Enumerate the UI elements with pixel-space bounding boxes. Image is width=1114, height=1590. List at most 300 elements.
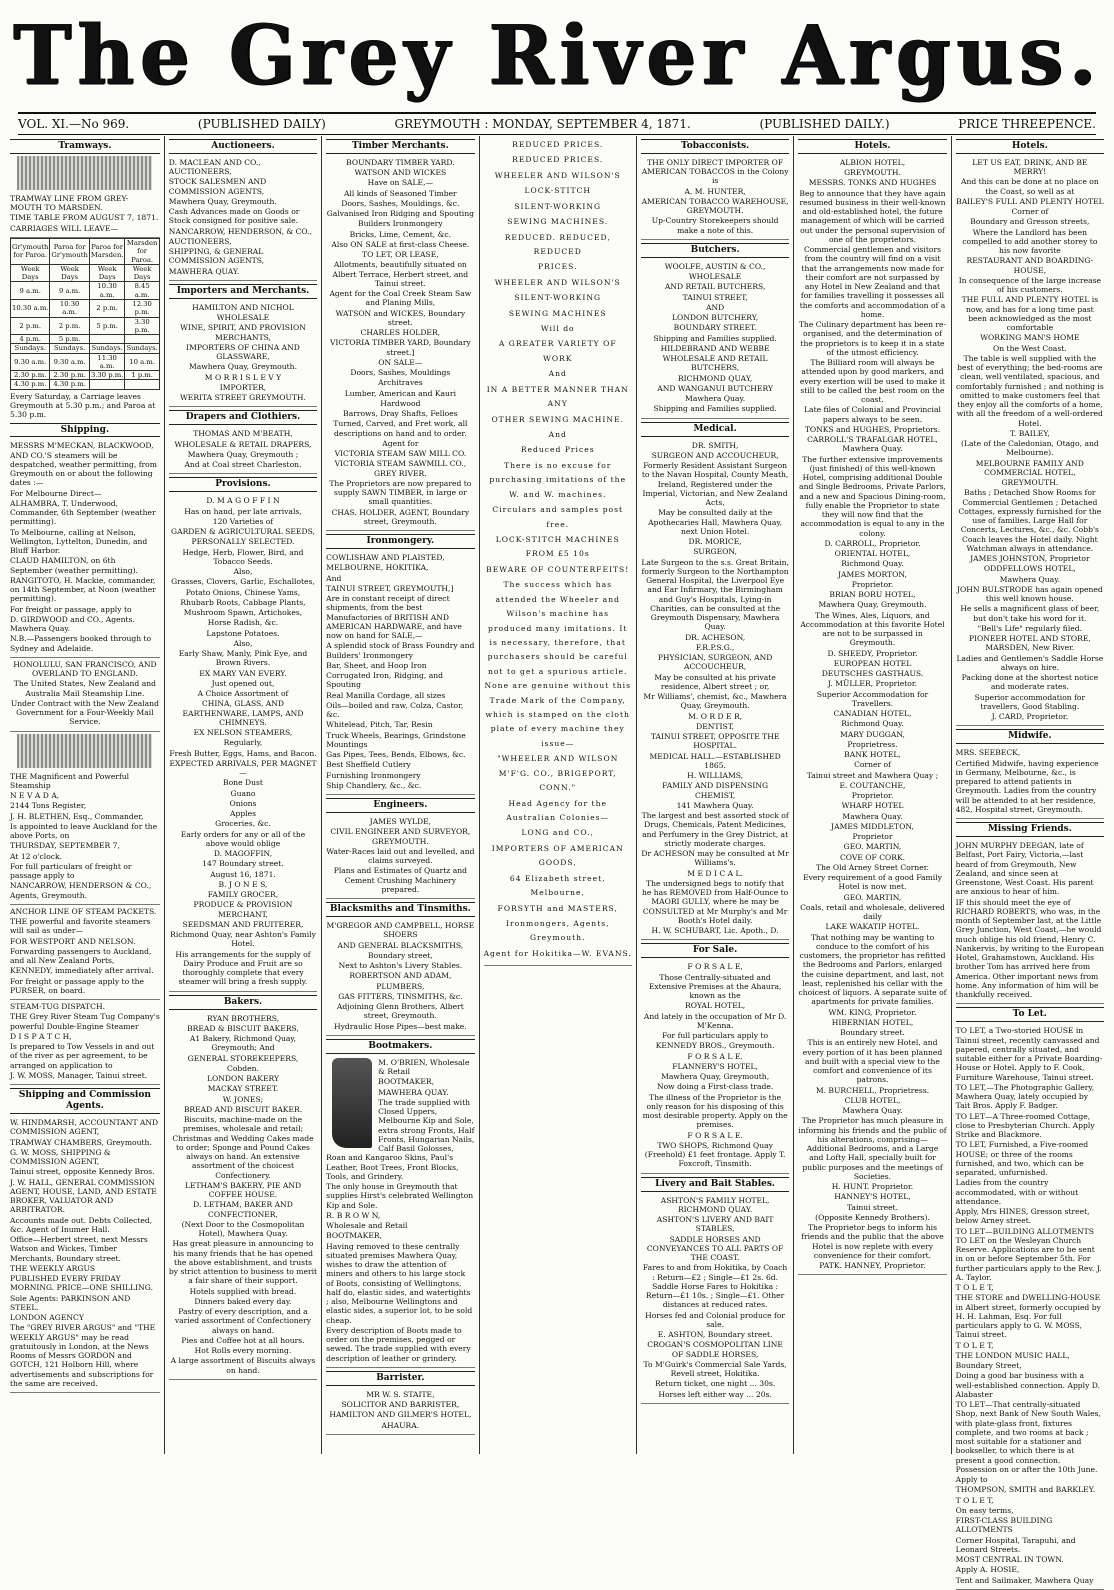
ad-line: Shipping and Families supplied. xyxy=(653,404,777,414)
timetable-cell: 2.30 p.m. xyxy=(11,371,50,380)
ad-line: For full particulars of freight or passage apply to xyxy=(10,861,132,881)
timetable-row xyxy=(11,371,160,380)
ad-line: AHAURA. xyxy=(381,1420,420,1430)
ad-line: J. W. HALL, GENERAL COMMISSION AGENT, HOUSE, LAND, AND ESTATE BROKER, VALUATOR AND ARBITRATOR. xyxy=(10,1177,157,1215)
ad-line: Formerly Resident Assistant Surgeon to the Navan Hospital, County Meath, Ireland, Registered under the Imperial, Victorian, and New Zealand Acts, xyxy=(641,461,789,508)
ad-line: Superior accommodation for travellers, Good Stabling. xyxy=(974,692,1086,711)
ad-line: 2144 Tons Register, xyxy=(10,801,87,811)
ad-line: BAILEY'S FULL AND PLENTY HOTEL xyxy=(956,196,1104,206)
steamship-illustration xyxy=(17,734,152,768)
ad-line: PRICES. xyxy=(537,262,578,272)
ad-line: H. W. SCHUBART, Lic. Apoth., D. xyxy=(651,926,779,936)
ad-line: August 16, 1871. xyxy=(210,869,276,879)
section-heading-missing-friends: Missing Friends. xyxy=(956,822,1104,837)
ad-line: J. MÜLLER, Proprietor. xyxy=(827,679,918,689)
ad-line: AND xyxy=(706,302,725,312)
ad-missing-friends xyxy=(956,839,1104,1004)
ad-line: MR W. S. STAITE, xyxy=(366,1389,435,1399)
ad-line: Just opened out, xyxy=(211,678,275,688)
ad-line: J. W. MOSS, Manager, Tainui street. xyxy=(10,1070,148,1080)
ad-line: SEEDSMAN AND FRUITERER, xyxy=(182,919,304,929)
section-heading-drapers: Drapers and Clothiers. xyxy=(169,410,317,425)
ad-line: TRAMWAY LINE FROM GREY-MOUTH TO MARSDEN. xyxy=(10,193,129,213)
ad-line: T O L E T, xyxy=(955,1340,994,1350)
ad-line: TAINUI STREET, xyxy=(682,292,748,302)
ad-line: DR. SMITH, xyxy=(691,440,739,450)
ad-line: PERSONALLY SELECTED. xyxy=(191,537,295,547)
ad-line: Richmond Quay, near Ashton's Family Hotel. xyxy=(170,930,316,949)
ad-line: AND WANGANUI BUTCHERY xyxy=(657,383,773,393)
timetable-cell: Sundays. xyxy=(11,344,50,353)
ad-line: Hot Rolls every morning. xyxy=(194,1346,292,1356)
timetable-cell xyxy=(89,380,125,389)
ad-line: Pies and Coffee hot at all hours. xyxy=(181,1335,305,1345)
ad-line: Fares to and from Hokitika, by Coach : Return—£2 ; Single—£1 2s. 6d. Saddle Horse Fares to Hokitika : Return—£1 10s. ; Single—£1. Other distances at reduced rates. xyxy=(642,1263,788,1310)
ad-line: And at Coal street Charleston. xyxy=(184,460,302,470)
tram-note: Every Saturday, a Carriage leaves Greymouth at 5.30 p.m.; and Paroa at 5.30 p.m. xyxy=(10,391,156,420)
ad-line: Hydraulic Hose Pipes—best make. xyxy=(334,1021,467,1031)
ad-line: COWLISHAW AND PLAISTED, xyxy=(326,553,445,563)
section-heading-medical: Medical. xyxy=(641,422,789,437)
ad-line: Office—Herbert street, next Messrs Watson and Wickes, Timber Merchants, Boundary street. xyxy=(10,1235,148,1263)
ad-line: Adjoining Glenn Brothers, Albert street, Greymouth. xyxy=(336,1002,464,1021)
ad-line: THE ONLY DIRECT IMPORTER OF AMERICAN TOBACCOS in the Colony is xyxy=(641,157,789,186)
ad-engineers xyxy=(326,815,474,899)
ad-line: THE WEEKLY ARGUS xyxy=(10,1263,96,1273)
ad-line: The further extensive improvements (just finished) of this well-known Hotel, comprising additional Double and Single Bedrooms, Private Parlors, and a new and Spacious Dining-room, fully enable the Proprietor to state they will now find that the accommodation is equal to any in the colony. xyxy=(799,454,946,538)
ad-line: Beg to announce that they have again resumed business in their well-known and old-established hotel, the future management of which will be carried out under the personal supervision of one of the proprietors. xyxy=(799,188,946,244)
ad-line: MAWHERA QUAY. xyxy=(378,1087,449,1097)
ad-line: 64 Elizabeth street, Melbourne, xyxy=(509,873,606,898)
ad-ironmongery xyxy=(326,551,474,795)
ad-line: To Melbourne, calling at Nelson, Wellington, Lyttelton, Dunedin, and Bluff Harbor. xyxy=(10,527,148,556)
ad-line: TO LET, OR LEASE, xyxy=(362,250,439,260)
ad-line: F O R S A L E, xyxy=(687,962,743,972)
ad-line: A1 Bakery, Richmond Quay, Greymouth; And xyxy=(189,1034,297,1053)
ad-line: Water-Races laid out and levelled, and claims surveyed. xyxy=(326,846,475,866)
ad-line: Mawhera Quay, Greymouth. xyxy=(188,362,297,372)
timetable-cell: 2 p.m. xyxy=(11,317,50,335)
ad-line: STOCK SALESMEN AND COMMISSION AGENTS, xyxy=(168,177,267,196)
ad-line: Certified Midwife, having experience in Germany, Melbourne, &c., is prepared to attend patients in Greymouth. Ladies from the country will be attended to at her residence, 482, Hospital street, Greymouth. xyxy=(955,758,1099,814)
ad-line: HILDEBRAND AND WEBBE xyxy=(660,343,770,353)
ad-line: THE LONDON MUSIC HALL, xyxy=(955,1350,1070,1360)
ad-anchor-line xyxy=(10,905,160,1000)
ad-line: Boundary street. xyxy=(840,1028,905,1038)
ad-line: Real Manilla Cordage, all sizes xyxy=(326,690,446,700)
ad-line: Late Surgeon to the s.s. Great Britain, formerly Surgeon to the Northampton General Hospital, the Liverpool Eye and Ear Infirmary, the Birmingham and Guy's Hospitals, Lying-in Charities, can be consulted at the Greymouth Dispensary, Mawhera Quay. xyxy=(641,557,789,632)
ad-line: F.R.P.S.G., xyxy=(695,642,735,652)
ad-line: This is an entirely new Hotel, and every portion of it has been planned and built with a special view to the comfort and convenience of its patrons. xyxy=(802,1038,943,1085)
ad-line: NANCARROW, HENDERSON & CO., Agents, Greymouth. xyxy=(10,881,152,900)
ad-line: D. MACLEAN AND CO., AUCTIONEERS, xyxy=(168,157,261,177)
timetable-cell: 10.30 a.m. xyxy=(11,299,50,317)
timetable-header xyxy=(11,238,160,264)
ad-line: T O L E T, xyxy=(955,1283,994,1293)
ad-line: Accounts made out. Debts Collected, &c. Agent of Inumer Hall. xyxy=(10,1215,153,1234)
ad-barrister xyxy=(326,1388,474,1435)
ad-line: (Late of the Caledonian, Otago, and Melbourne). xyxy=(960,439,1099,458)
ad-line: At 12 o'clock. xyxy=(10,851,63,861)
ad-line: Proprietor xyxy=(852,832,893,842)
ad-line: Baths ; Detached Show Rooms for Commercial Gentlemen ; Detached Cottages, expressly furnished for the use of families. Large Hall for Concerts, Lectures, &c., &c. Cobb's Coach leaves the Hotel daily. Night Watchman always in attendance. xyxy=(958,488,1102,553)
ad-line: WHOLESALE xyxy=(216,313,270,323)
timetable-row xyxy=(11,380,160,389)
ad-line: BOUNDARY STREET. xyxy=(673,323,757,333)
ad-line: Mawhera Quay. xyxy=(685,394,746,404)
ad-line: LONG and CO., xyxy=(521,828,594,838)
volume-number: VOL. XI.—No 969. xyxy=(18,117,130,131)
timetable-row xyxy=(11,299,160,317)
ad-line: For Melbourne Direct— xyxy=(10,488,102,498)
ad-line: Hedge, Herb, Flower, Bird, and Tobacco Seeds. xyxy=(182,547,304,566)
ad-line: For freight or passage, apply to xyxy=(10,604,132,614)
ad-line: TAINUI STREET, GREYMOUTH,] xyxy=(326,583,454,593)
ad-tobacconists xyxy=(641,156,789,240)
section-heading-tobacconists: Tobacconists. xyxy=(641,139,789,154)
ad-line: Packing done at the shortest notice and moderate rates. xyxy=(961,673,1099,692)
ad-line: BRIAN BORU HOTEL, xyxy=(829,590,916,600)
ad-line: D. GIRDWOOD and CO., Agents. Mawhera Quay. xyxy=(10,614,135,634)
ad-line: HONOLULU, SAN FRANCISCO, AND OVERLAND TO ENGLAND. xyxy=(13,659,157,679)
timetable-cell: 8.45 a.m. xyxy=(125,282,159,300)
ad-line: RANGITOTO, H. Mackie, commander, on 14th September, at Noon (weather permitting). xyxy=(10,575,156,604)
ad-line: Hardwood xyxy=(380,398,421,408)
ad-line: A. M. HUNTER, xyxy=(684,186,746,196)
section-heading-auctioneers: Auctioneers. xyxy=(169,139,317,154)
section-heading-shipping: Shipping. xyxy=(10,423,160,438)
ad-line: LONDON BUTCHERY, xyxy=(671,313,759,323)
columns xyxy=(6,136,1108,1585)
ad-line: To M'Guirk's Commercial Sale Yards, Revell street, Hokitika. xyxy=(643,1359,787,1379)
ad-line: Turned, Carved, and Fret work, all descriptions on hand and to order. xyxy=(333,419,468,438)
ad-line: OTHER SEWING MACHINE. xyxy=(491,414,625,424)
timetable-cell: 12.30 p.m. xyxy=(125,299,159,317)
ad-line: M. O'BRIEN, Wholesale & Retail xyxy=(378,1057,470,1077)
ad-line: Dr ACHESON may be consulted at Mr Williams's. xyxy=(641,849,789,868)
ad-line: ALBION HOTEL, xyxy=(839,157,906,167)
timetable-cell: Sundays. xyxy=(126,344,158,353)
ad-hotels xyxy=(798,156,946,1276)
ad-line: TO LET—A Three-roomed Cottage, close to Presbyterian Church. Apply Strike and Blackmore. xyxy=(955,1111,1095,1140)
ad-line: JOHN MURPHY DEEGAN, late of Belfast, Port Fairy, Victoria,—last heard of from Greymouth, New Zealand, and since seen at Greenstone, West Coast. His parent are anxious to hear of him. xyxy=(955,841,1094,897)
ad-line: THE Grey River Steam Tug Company's powerful Double-Engine Steamer xyxy=(10,1012,160,1031)
ad-line: MESSRS. TONKS AND HUGHES xyxy=(808,178,937,188)
ad-line: JAMES WYLDE, xyxy=(369,817,432,827)
ad-line: H. HUNT. Proprietor. xyxy=(831,1182,914,1192)
timetable-row xyxy=(11,335,160,344)
column-2 xyxy=(165,136,322,1454)
ad-line: BREAD AND BISCUIT BAKER. xyxy=(183,1104,303,1114)
ad-line: Boundary and Gresson streets, xyxy=(970,217,1090,227)
ad-line: Groceries, &c. xyxy=(215,819,271,829)
ad-line: KENNEDY, immediately after arrival. xyxy=(10,966,154,976)
ad-line: Apples xyxy=(229,809,256,819)
ad-line: FLANNERY'S HOTEL, xyxy=(672,1061,758,1071)
ad-line: THE powerful and favorite steamers will sail as under— xyxy=(10,917,151,936)
section-heading-ironmongery: Ironmongery. xyxy=(326,534,474,549)
ad-line: A Choice Assortment of xyxy=(197,689,289,699)
ad-line: IMPORTERS OF CHINA AND GLASSWARE, xyxy=(186,342,300,362)
ad-butchers xyxy=(641,260,789,419)
ad-line: The "GREY RIVER ARGUS" and "THE WEEKLY ARGUS" may be read gratuitously in London, at the News Rooms of Messrs GORDON and GOTCH, 121 Holborn Hill, where advertisements and subscriptions for the same are received. xyxy=(10,1323,156,1388)
ad-line: Will do xyxy=(540,324,575,334)
timetable-column-header: Paroa for Gr'ymouth xyxy=(50,238,89,264)
timetable-cell: 10.30 a.m. xyxy=(50,299,89,317)
ad-line: On easy terms, xyxy=(955,1505,1014,1515)
ad-line: Corrugated Iron, Ridging, and Spouting xyxy=(326,671,443,690)
ad-line: BEWARE OF COUNTERFEITS! xyxy=(486,564,630,574)
ad-line: THOMAS AND M'BEATH, xyxy=(193,429,293,439)
timetable-column-header: Marsden for Paroa. xyxy=(126,238,158,264)
ad-line: Now doing a First-class trade. xyxy=(656,1082,774,1092)
ad-line: B. J O N E S, xyxy=(218,879,268,889)
ad-line: CANADIAN HOTEL, xyxy=(833,709,912,719)
section-heading-timber: Timber Merchants. xyxy=(326,139,474,154)
ad-line: VICTORIA STEAM SAWMILL CO., GREY RIVER. xyxy=(334,459,467,478)
ad-drapers xyxy=(169,427,317,474)
ad-line: A large assortment of Biscuits always on hand. xyxy=(170,1356,316,1375)
ad-line: TO LET—That centrally-situated Shop, next Bank of New South Wales, with plate-glass front, fixtures complete, and two rooms at back ; most suitable for a stationer and bookseller, to which there is at present a good connection. Possession on or after the 10th June. xyxy=(955,1400,1101,1474)
ad-line: THE FULL AND PLENTY HOTEL is now, and has for a long time past been acknowledged as the most comfortable xyxy=(961,295,1099,333)
ad-line: Mawhera Quay, Greymouth, xyxy=(661,1072,770,1082)
ad-blacksmiths xyxy=(326,919,474,1036)
ad-line: MELBOURNE, HOKITIKA, xyxy=(326,563,429,573)
ad-line: WHEELER AND WILSON'S xyxy=(494,277,621,287)
ad-line: And this can be done at no place on the Coast, so well as at xyxy=(960,177,1099,196)
ad-line: D. M A G O F F I N xyxy=(206,496,280,506)
ad-line: SILENT-WORKING xyxy=(514,201,602,211)
ad-line: PATK. HANNEY, Proprietor. xyxy=(819,1261,926,1271)
ad-line: CLUB HOTEL, xyxy=(844,1095,901,1105)
place-date: GREYMOUTH : MONDAY, SEPTEMBER 4, 1871. xyxy=(394,117,691,131)
ad-line: WHOLESALE xyxy=(688,272,742,282)
ad-line: Tainui street. xyxy=(846,1202,899,1212)
ad-line: IF this should meet the eye of RICHARD ROBERTS, who was, in the month of September last, at the Little Grey Junction, West Coast,—he would much oblige his old friend, Henry C. Nankervis, by writing to the European Hotel, Grahamstown, Auckland. His brother Tom has arrived here from America. Other important news from home. Any information of him will be thankfully received. xyxy=(955,897,1104,1000)
ad-line: The only house in Greymouth that supplies Hirst's celebrated Wellington Kip and Sole. xyxy=(326,1182,474,1210)
ad-line: Agent for the Coal Creek Steam Saw and Planing Mills, xyxy=(329,289,472,308)
ad-line: The Proprietor begs to inform his friends and the public that the above Hotel is now replete with every convenience for their comfort. xyxy=(801,1223,944,1260)
ad-line: And xyxy=(326,573,342,583)
ad-line: Forwarding passengers to Auckland, and all New Zealand Ports, xyxy=(10,946,152,966)
ad-line: ON SALE— xyxy=(378,357,423,367)
ad-line: LOCK-STITCH xyxy=(524,186,591,196)
ad-line: 141 Mawhera Quay. xyxy=(676,800,754,810)
ad-line: MRS. SEEBECK, xyxy=(955,748,1021,758)
ad-line: M E D I C A L. xyxy=(687,868,743,878)
ad-line: The United States, New Zealand and Australia Mail Steamship Line. xyxy=(13,679,156,698)
ad-line: E. COUTANCHE, xyxy=(839,780,906,790)
ad-line: Richmond Quay. xyxy=(841,719,904,729)
ad-line: The Wines, Ales, Liquors, and Accommodation at this favorite Hotel are not to be surpassed in Greymouth. xyxy=(800,610,945,648)
ad-line: 147 Boundary street. xyxy=(202,859,284,869)
ad-nevada xyxy=(10,770,160,905)
ad-line: E. ASHTON, Boundary street. xyxy=(657,1330,773,1340)
ad-line: Apply to xyxy=(955,1475,988,1485)
ad-line: Bone Dust xyxy=(223,778,263,788)
ad-line: TAINUI STREET, OPPOSITE THE HOSPITAL. xyxy=(650,732,780,751)
ad-line: M. BURCHELL, Proprietress. xyxy=(815,1085,930,1095)
ad-line: The Old Arney Street Corner. xyxy=(816,862,929,872)
ad-line: MEDICAL HALL.—ESTABLISHED 1865. xyxy=(649,751,781,770)
ad-line: For full particulars apply to xyxy=(662,1031,769,1041)
ad-line: Having removed to these centrally situated premises Mawhera Quay, wishes to draw the attention of miners and others to his large stock of Boots, consisting of Wellingtons, half do, elastic sides, and watertights ; also, Melbourne Wellingtons and elastic sides, a superior lot, to be sold cheap. xyxy=(326,1241,473,1325)
ad-line: SADDLE HORSES AND CONVEYANCES TO ALL PARTS OF THE COAST. xyxy=(646,1234,784,1263)
ad-line: Doing a good bar business with a well-established connection. Apply D. Alabaster xyxy=(955,1371,1101,1399)
section-heading-to-let: To Let. xyxy=(956,1007,1104,1022)
timetable-cell: 4 p.m. xyxy=(11,335,50,344)
timetable-cell: Week Days xyxy=(50,264,89,282)
ad-line: M. O R D E R, xyxy=(688,711,743,721)
ad-line: REDUCED PRICES. xyxy=(512,155,604,165)
tram-timetable xyxy=(10,238,160,390)
ad-line: TONKS and HUGHES, Proprietors. xyxy=(804,424,941,434)
ad-line: Late files of Colonial and Provincial papers always to be seen. xyxy=(804,405,941,424)
ad-line: REDUCED PRICES. xyxy=(512,140,604,149)
ad-line: ANCHOR LINE OF STEAM PACKETS. xyxy=(10,906,157,916)
ad-line: AMERICAN TOBACCO WAREHOUSE, GREYMOUTH. xyxy=(641,196,789,216)
ad-line: IN A BETTER MANNER THAN ANY xyxy=(486,384,629,409)
ad-line: May be consulted daily at the Apothecaries Hall, Mawhera Quay, next Union Hotel. xyxy=(648,508,783,536)
ad-line: CROGAN'S COSMOPOLITAN LINE OF SADDLE HORSES, xyxy=(647,1340,783,1359)
ad-line: Proprietor. xyxy=(851,791,894,801)
ad-line: M'GREGOR AND CAMPBELL, HORSE SHOERS xyxy=(326,921,475,940)
ad-line: Also, xyxy=(233,567,253,577)
ad-line: Boundary Street, xyxy=(955,1361,1022,1371)
ad-line: SURGEON, xyxy=(693,547,737,557)
ad-line: GAS FITTERS, TINSMITHS, &c. xyxy=(338,991,463,1001)
ad-provisions xyxy=(169,494,317,991)
ad-line: G. W. MOSS, SHIPPING & COMMISSION AGENT, xyxy=(10,1147,111,1167)
ad-line: Tainui street, opposite Kennedy Bros. xyxy=(10,1167,155,1177)
ad-line: TIME TABLE FROM AUGUST 7, 1871. xyxy=(10,213,159,223)
newspaper-title: The Grey River Argus. xyxy=(12,7,1102,104)
ad-line: Tainui street and Mawhera Quay ; xyxy=(806,770,939,780)
ad-line: Mawhera Quay. xyxy=(842,811,903,821)
ad-line: (Opposite Kennedy Brothers). xyxy=(815,1212,930,1222)
timetable-cell: 4.30 p.m. xyxy=(11,380,50,389)
section-heading-blacksmiths: Blacksmiths and Tinsmiths. xyxy=(326,902,474,917)
timetable-row xyxy=(11,344,160,353)
ad-line: LOCK-STITCH MACHINES FROM £5 10s xyxy=(495,534,620,559)
timetable-cell: 2.30 p.m. xyxy=(50,371,89,380)
ad-line: JOHN BULSTRODE has again opened this well known house. xyxy=(956,584,1103,604)
ad-line: WHOLESALE AND RETAIL BUTCHERS, xyxy=(662,354,768,373)
ad-line: The Billiard room will always be attended upon by good markers, and every exertion will be used to make it still to be called the best room on the coast. xyxy=(799,358,946,405)
ad-line: Corner of xyxy=(1011,207,1049,217)
ad-for-sale xyxy=(641,960,789,1173)
ad-line: Truck Wheels, Bearings, Grindstone Mountings xyxy=(326,730,466,749)
column-3 xyxy=(322,136,479,1454)
ad-line: Apply A. HOSIE, xyxy=(955,1565,1020,1575)
ad-line: REDUCED. REDUCED, REDUCED xyxy=(504,232,611,256)
ad-line: PIONEER HOTEL AND STORE, MARSDEN, New River. xyxy=(968,634,1091,653)
ad-line: Return ticket, one night ... 30s. xyxy=(654,1379,776,1389)
ad-line: Galvanised Iron Ridging and Spouting xyxy=(326,209,474,219)
column-5 xyxy=(637,136,794,1454)
ad-line: F O R S A L E. xyxy=(687,1130,743,1140)
ad-to-let xyxy=(956,1024,1104,1590)
ad-line: Up-Country Storekeepers should make a note of this. xyxy=(651,216,779,235)
ad-line: Is appointed to leave Auckland for the above Ports, on xyxy=(10,821,158,841)
ad-line: The success which has attended the Wheeler and Wilson's machine has produced many imitations. It is necessary, therefore, that purchasers should be careful not to get a spurious article. None are genuine without this Trade Mark of the Company, which is stamped on the cloth plate of every machine they issue— xyxy=(484,580,631,748)
ad-line: Head Agency for the Australian Colonies— xyxy=(506,798,610,822)
ad-line: Mawhera Quay, Greymouth. xyxy=(168,196,277,206)
ad-line: Lumber, American and Kauri xyxy=(344,388,456,398)
ad-line: BOOTMAKER, xyxy=(326,1231,383,1241)
timetable-row xyxy=(11,317,160,335)
ad-line: Richmond Quay. xyxy=(841,559,904,569)
ad-line: Hotels supplied with bread. xyxy=(189,1286,297,1296)
ad-line: AND RETAIL BUTCHERS, xyxy=(664,282,766,292)
timetable-cell: 4.30 p.m. xyxy=(50,380,89,389)
ad-line: RYAN BROTHERS, xyxy=(206,1013,280,1023)
ad-line: Barrows, Dray Shafts, Felloes xyxy=(343,409,458,419)
ad-line: Mawhera Quay. xyxy=(999,574,1060,584)
section-heading-livery: Livery and Bait Stables. xyxy=(641,1177,789,1192)
section-heading-butchers: Butchers. xyxy=(641,243,789,258)
ad-line: (Next Door to the Cosmopolitan Hotel), Mawhera Quay. xyxy=(181,1219,305,1239)
price: PRICE THREEPENCE. xyxy=(958,117,1096,131)
ad-line: Are in constant receipt of direct shipments, from the best Manufactories of BRITISH AND AMERICAN HARDWARE, and have now on hand for SALE,— xyxy=(326,594,462,641)
ad-line: Is prepared to Tow Vessels in and out of the river as per agreement, to be arranged on application to xyxy=(10,1042,155,1070)
ad-line: M O R R I S L E V Y xyxy=(204,372,282,382)
ad-steam-tug xyxy=(10,1000,160,1085)
ad-line: ASHTON'S FAMILY HOTEL, RICHMOND QUAY. xyxy=(660,1195,770,1214)
ad-line: "Bell's Life" regularly filed. xyxy=(977,623,1083,633)
ad-line: And lately in the occupation of Mr D. M'Kenna. xyxy=(643,1011,787,1030)
section-heading-barrister: Barrister. xyxy=(326,1371,474,1386)
ad-line: FIRST-CLASS BUILDING ALLOTMENTS xyxy=(955,1516,1053,1535)
ad-line: T. BAILEY, xyxy=(1009,428,1050,438)
ad-line: WHARF HOTEL xyxy=(841,801,904,811)
ad-line: Potato Onions, Chinese Yams, xyxy=(185,587,301,597)
ad-line: And xyxy=(548,369,567,379)
ad-line: SHIPPING, & GENERAL COMMISSION AGENTS, xyxy=(168,247,265,266)
ad-line: Architraves xyxy=(378,378,423,388)
ad-line: He sells a magnificent glass of beer, but don't take his word for it. xyxy=(960,604,1100,623)
ad-line: Builders Ironmongery xyxy=(358,219,443,229)
ad-line: GEO. MARTIN, xyxy=(843,842,902,852)
ad-line: Guano xyxy=(230,788,256,798)
ad-line: THE STORE and DWELLING-HOUSE in Albert street, formerly occupied by H. H. Lahman, Esq. For full particulars apply to G. W. MOSS, Tainui street. xyxy=(955,1293,1101,1340)
ad-timber xyxy=(326,156,474,531)
ad-importers xyxy=(169,301,317,408)
ad-line: SEWING MACHINES xyxy=(508,308,607,318)
masthead xyxy=(0,0,1114,112)
ad-line: THOMPSON, SMITH and BARKLEY. xyxy=(955,1485,1096,1495)
ad-line: WERITA STREET GREYMOUTH. xyxy=(179,393,306,403)
ad-line: Boundary street, xyxy=(368,950,433,960)
ad-line: Mr Williams', chemist, &c., Mawhera Quay, Greymouth. xyxy=(643,692,787,711)
ad-line: D. LETHAM, BAKER AND CONFECTIONER, xyxy=(193,1200,293,1219)
ad-midwife xyxy=(956,746,1104,819)
column-6 xyxy=(794,136,951,1454)
ad-line: AUCTIONEERS, xyxy=(168,236,232,246)
ad-line: And xyxy=(548,430,567,440)
timetable-column-header: Gr'ymouth for Paroa. xyxy=(11,238,50,264)
section-heading-importers: Importers and Merchants. xyxy=(169,284,317,299)
ad-line: CARROLL'S TRAFALGAR HOTEL, Mawhera Quay. xyxy=(807,435,938,454)
ad-line: TO LET, Furnished, a Five-roomed HOUSE; or three of the rooms furnished, and two, which can be separated, unfurnished. xyxy=(955,1140,1089,1178)
ad-line: LAKE WAKATIP HOTEL. xyxy=(825,922,920,932)
ad-line: Coals, retail and wholesale, delivered daily xyxy=(800,902,945,922)
ad-line: STEAM-TUG DISPATCH. xyxy=(10,1002,105,1012)
timetable-cell xyxy=(89,335,125,344)
ad-line: CIVIL ENGINEER AND SURVEYOR, GREYMOUTH. xyxy=(330,827,471,846)
ad-line: Every requirement of a good Family Hotel is now met. xyxy=(803,873,942,892)
ad-line: A GREATER VARIETY OF WORK xyxy=(498,339,617,363)
